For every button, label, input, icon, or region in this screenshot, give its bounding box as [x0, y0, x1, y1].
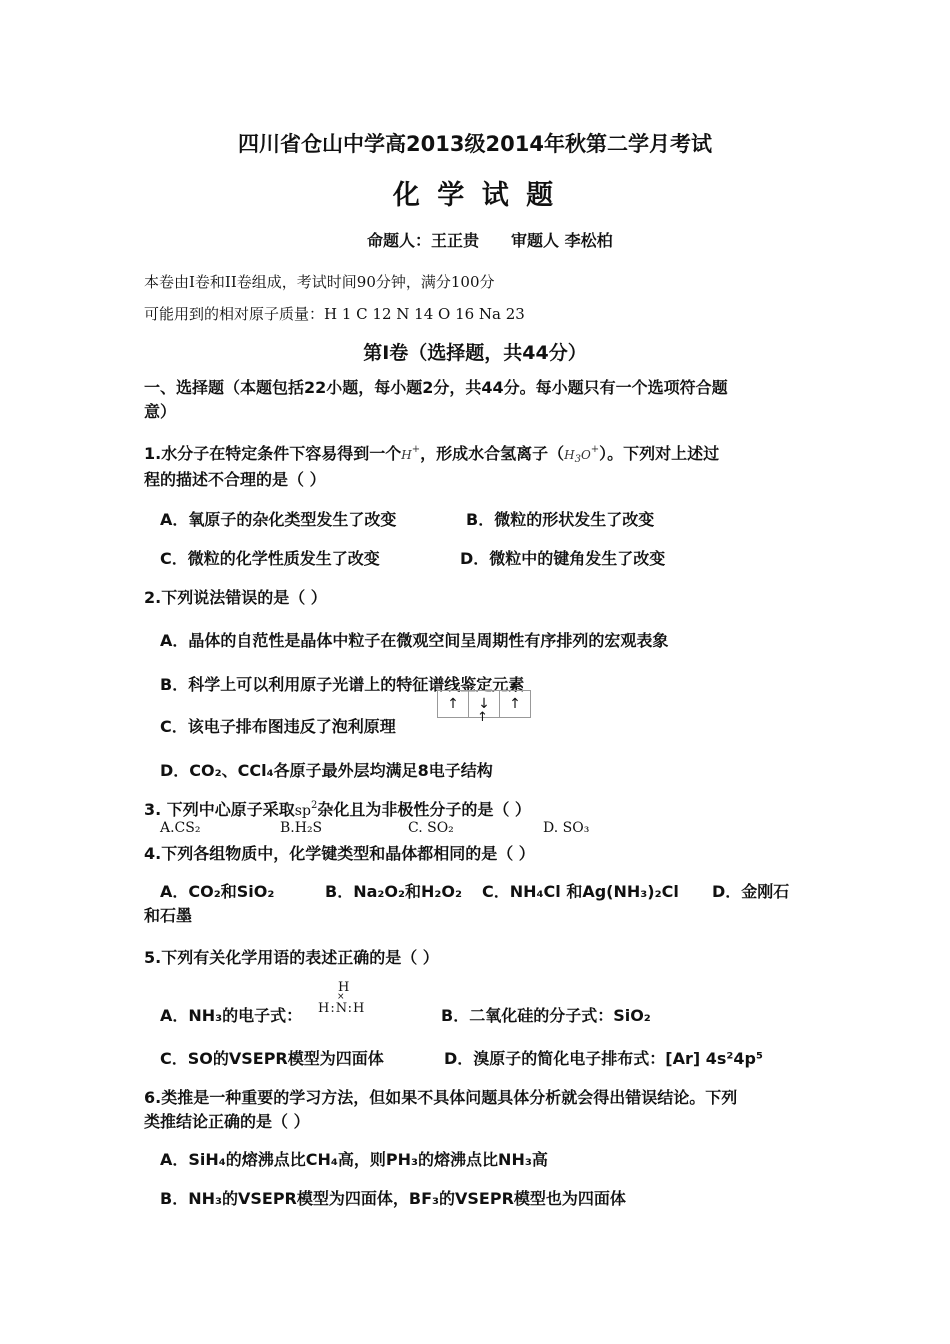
q4-option-a: A．CO₂和SiO₂	[160, 882, 275, 901]
q1-stem-line-2: 程的描述不合理的是（ ）	[144, 470, 326, 489]
q1-option-d: D．微粒中的键角发生了改变	[460, 549, 666, 568]
q4-option-c: C．NH₄Cl 和Ag(NH₃)₂Cl	[482, 882, 679, 901]
q3-stem: 3. 下列中心原子采取$sp^2$杂化且为非极性分子的是（ ）	[144, 800, 531, 819]
intro-line-1: 本卷由Ⅰ卷和II卷组成，考试时间90分钟，满分100分	[144, 273, 495, 291]
q3-option-d: D. SO₃	[543, 820, 590, 836]
section-instructions-1: 一、选择题（本题包括22小题，每小题2分，共44分。每小题只有一个选项符合题	[144, 378, 728, 397]
q2-option-d: D．CO₂、CCl₄各原子最外层均满足8电子结构	[160, 761, 493, 780]
q4-option-d-cont: 和石墨	[144, 906, 193, 925]
q6-stem-line-1: 6.类推是一种重要的学习方法，但如果不具体问题具体分析就会得出错误结论。下列	[144, 1088, 738, 1107]
orbital-box-1: ↑	[438, 691, 469, 717]
q5-option-c: C．SO的VSEPR模型为四面体	[160, 1049, 384, 1068]
q1-stem-line-1: 1.水分子在特定条件下容易得到一个H+，形成水合氢离子$(H_3O^+)$。下列对上述过	[144, 444, 720, 465]
q2-option-c: C．该电子排布图违反了泡利原理	[160, 717, 396, 736]
orbital-up-arrow-extra: ↑	[477, 710, 488, 725]
q5-option-b: B．二氧化硅的分子式：SiO₂	[441, 1006, 651, 1025]
q5-option-d: D．溴原子的简化电子排布式：[Ar] 4s²4p⁵	[444, 1049, 764, 1068]
nh3-electron-dot-formula	[318, 980, 378, 1020]
h3o-ion-formula: $H_3O^+$	[564, 444, 600, 465]
q3-option-c: C. SO₂	[408, 820, 454, 836]
q1-option-c: C．微粒的化学性质发生了改变	[160, 549, 380, 568]
orbital-box-3: ↑	[509, 696, 521, 712]
section-title: 第Ⅰ卷（选择题，共44分）	[363, 342, 587, 364]
authors-line: 命题人：王正贵 审题人 李松柏	[367, 231, 613, 250]
q4-option-d: D．金刚石	[712, 882, 790, 901]
dot-formula-cross: ×	[337, 992, 345, 1002]
exam-title: 四川省仓山中学高2013级2014年秋第二学月考试	[238, 132, 712, 156]
q3-option-b: B.H₂S	[280, 820, 323, 836]
q4-option-b: B．Na₂O₂和H₂O₂	[325, 882, 463, 901]
q5-stem: 5.下列有关化学用语的表述正确的是（ ）	[144, 948, 439, 967]
dot-formula-row: H:N:H	[318, 1001, 366, 1016]
orbital-diagram	[437, 690, 531, 725]
q2-stem: 2.下列说法错误的是（ ）	[144, 588, 327, 607]
intro-line-2: 可能用到的相对原子质量：H 1 C 12 N 14 O 16 Na 23	[144, 305, 525, 323]
q5-option-a: A．NH₃的电子式：	[160, 1006, 303, 1025]
q3-option-a: A.CS₂	[160, 820, 201, 836]
q4-stem: 4.下列各组物质中，化学键类型和晶体都相同的是（ ）	[144, 844, 535, 863]
q6-option-b: B．NH₃的VSEPR模型为四面体，BF₃的VSEPR模型也为四面体	[160, 1189, 626, 1208]
h-ion-formula: H+	[401, 444, 421, 462]
q6-stem-line-2: 类推结论正确的是（ ）	[144, 1112, 310, 1131]
q6-option-a: A．SiH₄的熔沸点比CH₄高，则PH₃的熔沸点比NH₃高	[160, 1150, 548, 1169]
orbital-box-2: ↓ ↑	[469, 691, 500, 717]
dot-formula-top-h: H	[338, 980, 350, 995]
q1-option-b: B．微粒的形状发生了改变	[466, 510, 655, 529]
q2-option-a: A．晶体的自范性是晶体中粒子在微观空间呈周期性有序排列的宏观表象	[160, 631, 669, 650]
q2-option-b: B．科学上可以利用原子光谱上的特征谱线鉴定元素	[160, 675, 525, 694]
section-instructions-2: 意）	[144, 402, 177, 421]
q1-option-a: A．氧原子的杂化类型发生了改变	[160, 510, 397, 529]
subject-title: 化 学 试 题	[392, 180, 558, 211]
